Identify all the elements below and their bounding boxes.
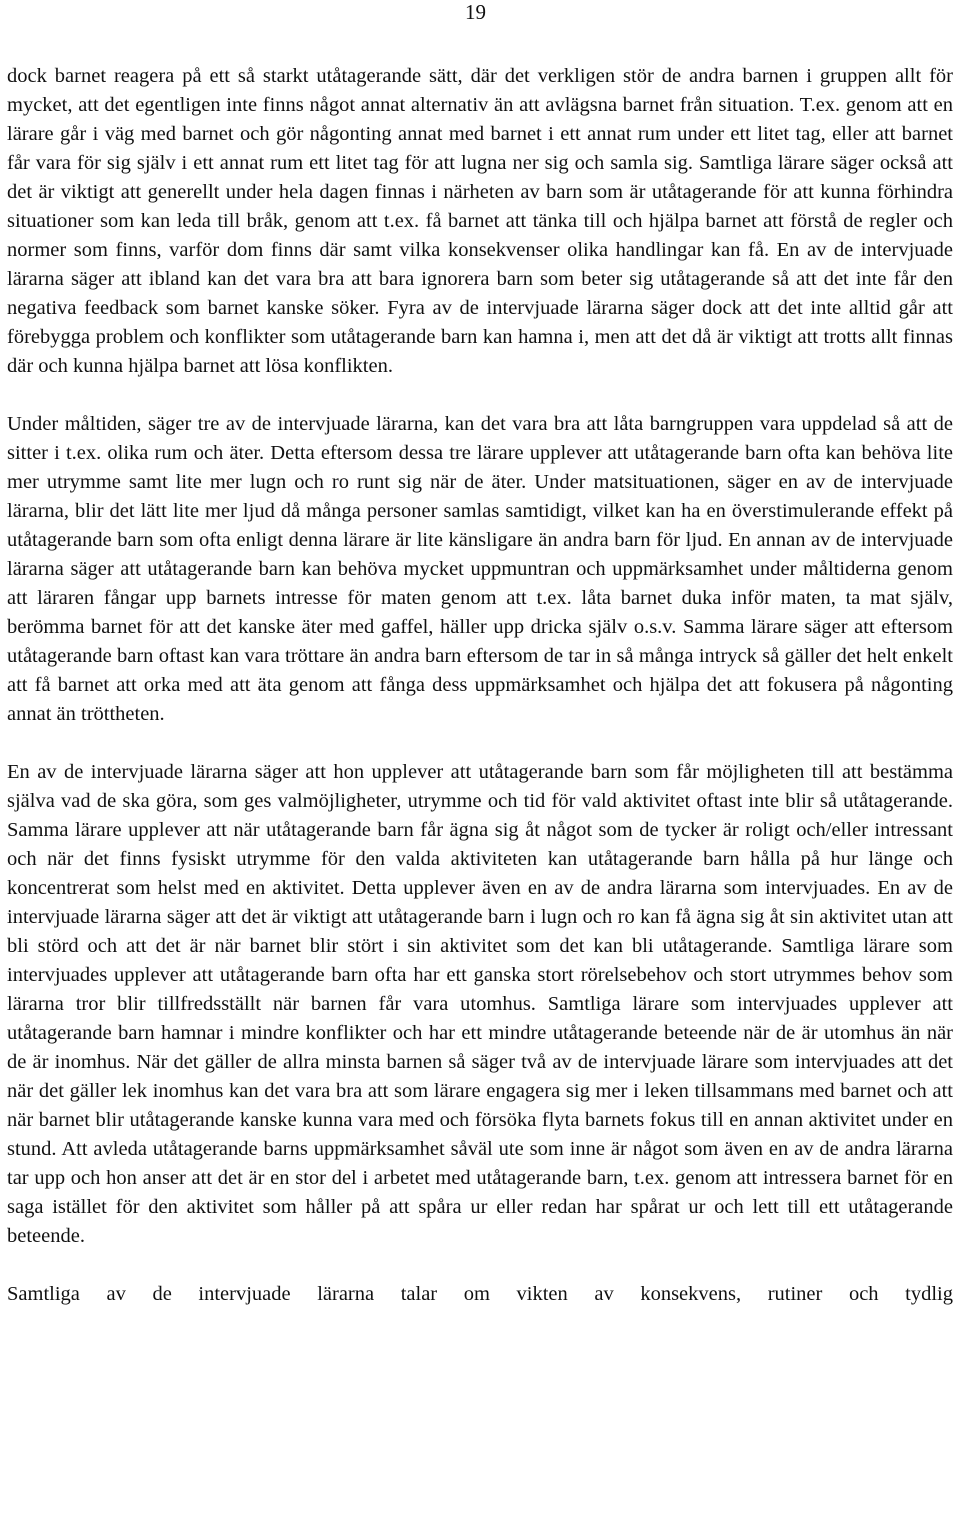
paragraph: En av de intervjuade lärarna säger att hon upplever att utåtagerande barn som får möjligheten till att bestämma själva vad de ska göra, som ges valmöjligheter, utrymme och tid för vald aktivitet oftast inte blir så utåtagerande. Samma lärare upplever att när utåtagerande barn får ägna sig åt något som de tycker är roligt och/eller intressant och när det finns fysiskt utrymme för den valda aktiviteten kan utåtagerande barn hålla på hur länge och koncentrerat som helst med en aktivitet. Detta upplever även en av de andra lärarna som intervjuades. En av de intervjuade lärarna säger att det är viktigt att utåtagerande barn i lugn och ro kan få ägna sig åt sin aktivitet utan att bli störd och att det är när barnet blir stört i sin aktivitet som det kan bli utåtagerande. Samtliga lärare som intervjuades upplever att utåtagerande barn ofta har ett ganska stort rörelsebehov och stort utrymmes behov som lärarna tror blir tillfredsställt när barnen får vara utomhus. Samtliga lärare som intervjuades upplever att utåtagerande barn hamnar i mindre konflikter och har ett mindre utåtagerande beteende när de är utomhus än när de är inomhus. När det gäller de allra minsta barnen så säger två av de intervjuade lärare som intervjuades att det när det gäller lek inomhus kan det vara bra att som lärare engagera sig mer i leken tillsammans med barnet och att när barnet blir utåtagerande kanske kunna vara med och försöka flyta barnets fokus till en annan aktivitet under en stund. Att avleda utåtagerande barns uppmärksamhet såväl ute som inne är något som även en av de andra lärarna tar upp och hon anser att det är en stor del i arbetet med utåtagerande barn, t.ex. genom att intressera barnet för en saga istället för den aktivitet som håller på att spåra ur eller redan har spårat ur och lett till ett utåtagerande beteende. [7,761,953,1247]
paragraph: dock barnet reagera på ett så starkt utåtagerande sätt, där det verkligen stör de andra barnen i gruppen allt för mycket, att det egentligen inte finns något annat alternativ än att avlägsna barnet från situation. T.ex. genom att en lärare går i väg med barnet och gör någonting annat med barnet i ett annat rum under ett litet tag, eller att barnet får vara för sig själv i ett annat rum ett litet tag för att lugna ner sig och samla sig. Samtliga lärare säger också att det är viktigt att generellt under hela dagen finnas i närheten av barn som är utåtagerande för att kunna förhindra situationer som kan leda till bråk, genom att t.ex. få barnet att tänka till och hjälpa barnet att förstå de regler och normer som finns, varför dom finns där samt vilka konsekvenser olika handlingar kan få. En av de intervjuade lärarna säger att ibland kan det vara bra att bara ignorera barn som beter sig utåtagerande så att det inte får den negativa feedback som barnet kanske söker. Fyra av de intervjuade lärarna säger dock att det inte alltid går att förebygga problem och konflikter som utåtagerande barn kan hamna i, men att det då är viktigt att trotts allt finnas där och kunna hjälpa barnet att lösa konflikten. [7,65,953,377]
page-number: 19 [465,0,486,24]
paragraph: Samtliga av de intervjuade lärarna talar om vikten av konsekvens, rutiner och tydlig [7,1283,953,1305]
paragraph: Under måltiden, säger tre av de intervjuade lärarna, kan det vara bra att låta barngruppen vara uppdelad så att de sitter i t.ex. olika rum och äter. Detta eftersom dessa tre lärare upplever att utåtagerande barn ofta kan behöva lite mer utrymme samt lite mer lugn och ro runt sig när de äter. Under matsituationen, säger en av de intervjuade lärarna, blir det lätt lite mer ljud då många personer samlas samtidigt, vilket kan ha en överstimulerande effekt på utåtagerande barn som ofta enligt denna lärare är lite känsligare än andra barn för ljud. En annan av de intervjuade lärarna säger att utåtagerande barn kan behöva mycket uppmuntran och uppmärksamhet under måltiderna genom att läraren fångar upp barnets intresse för maten genom att t.ex. låta barnet duka inför maten, ta mat själv, berömma barnet för att det kanske äter med gaffel, häller upp dricka själv o.s.v. Samma lärare säger att eftersom utåtagerande barn oftast kan vara tröttare än andra barn eftersom de tar in så många intryck så gäller det helt enkelt att få barnet att orka med att äta genom att fånga dess uppmärksamhet och hjälpa det att fokusera på någonting annat än tröttheten. [7,413,953,725]
body-text [7,62,953,1309]
